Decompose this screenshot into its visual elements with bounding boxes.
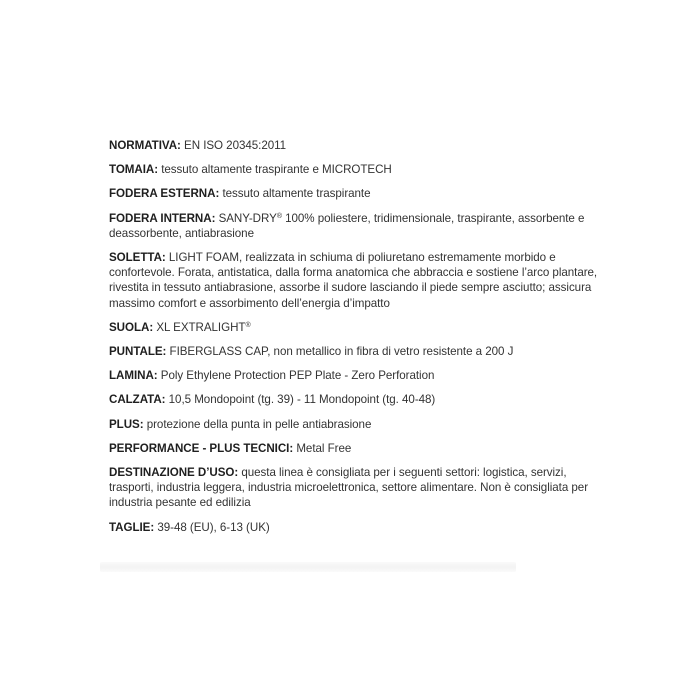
spec-label: DESTINAZIONE D’USO: — [109, 466, 239, 480]
spec-label: TOMAIA: — [109, 163, 159, 177]
registered-mark: ® — [245, 321, 251, 329]
spec-label: PUNTALE: — [109, 345, 167, 359]
spec-row-calzata — [109, 392, 599, 407]
spec-row-suola — [109, 320, 599, 335]
spec-label: SOLETTA: — [109, 251, 166, 265]
registered-mark: ® — [276, 212, 282, 220]
spec-value: tessuto altamente traspirante — [222, 187, 371, 201]
spec-value: questa linea è consigliata per i seguenti settori: logistica, servizi, trasporti, industria leggera, industria microelettronica, settore alimentare. Non è consigliata per industria pesante ed edilizia — [109, 466, 589, 510]
spec-value: EN ISO 20345:2011 — [184, 139, 287, 152]
spec-label: SUOLA: — [109, 320, 154, 334]
spec-value: 10,5 Mondopoint (tg. 39) - 11 Mondopoint (tg. 40-48) — [168, 393, 436, 407]
spec-row-puntale — [109, 344, 599, 359]
spec-value: 39-48 (EU), 6-13 (UK) — [157, 520, 270, 534]
spec-label: FODERA ESTERNA: — [109, 187, 220, 201]
spec-row-plus — [109, 417, 599, 432]
spec-row-normativa — [109, 138, 599, 153]
spec-label: TAGLIE: — [109, 520, 155, 534]
spec-row-fodera-esterna — [109, 186, 599, 201]
spec-value: LIGHT FOAM, realizzata in schiuma di poliuretano estremamente morbido e confortevole. Forata, antistatica, dalla forma anatomica che abbraccia e sostiene l’arco plantare, rivestita in tessuto antiabrasione, assorbe il sudore lasciando il piede sempre asciutto; assicura massimo comfort e assorbimento dell’energia d’impatto — [109, 251, 598, 310]
spec-label: CALZATA: — [109, 393, 166, 407]
spec-row-performance — [109, 441, 599, 456]
spec-value-continued: 100% poliestere, tridimensionale, traspirante, assorbente e deassorbente, antiabrasione — [109, 211, 585, 240]
bottom-divider — [100, 562, 516, 572]
spec-value: XL EXTRALIGHT — [156, 320, 246, 334]
spec-label: NORMATIVA: — [109, 139, 181, 152]
spec-value: Metal Free — [296, 441, 352, 455]
spec-value: protezione della punta in pelle antiabrasione — [146, 417, 372, 431]
spec-row-tomaia — [109, 162, 599, 177]
spec-label: LAMINA: — [109, 369, 158, 383]
spec-row-taglie — [109, 520, 599, 535]
spec-row-lamina — [109, 368, 599, 383]
spec-value: Poly Ethylene Protection PEP Plate - Zero Perforation — [160, 369, 435, 383]
spec-label: PERFORMANCE - PLUS TECNICI: — [109, 441, 294, 455]
product-spec-sheet — [109, 138, 599, 544]
spec-row-soletta — [109, 250, 599, 311]
spec-row-fodera-interna — [109, 211, 599, 241]
spec-value: FIBERGLASS CAP, non metallico in fibra di vetro resistente a 200 J — [169, 345, 514, 359]
spec-value: SANY-DRY — [218, 211, 277, 225]
spec-value: tessuto altamente traspirante e MICROTECH — [161, 163, 392, 177]
spec-row-destinazione-uso — [109, 465, 599, 511]
spec-label: PLUS: — [109, 417, 144, 431]
spec-label: FODERA INTERNA: — [109, 211, 216, 225]
